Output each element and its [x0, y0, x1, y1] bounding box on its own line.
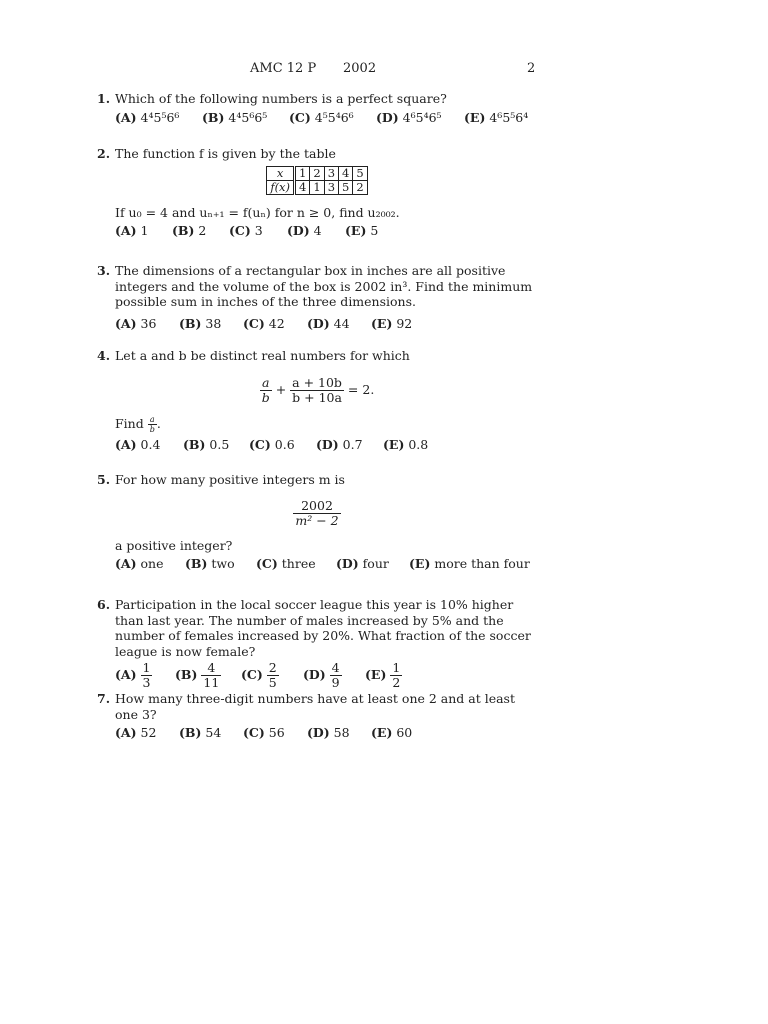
fraction: $\frac{4}{11}$ — [203, 660, 220, 690]
answer-choices — [115, 316, 537, 332]
fraction: $\frac{1}{2}$ — [392, 660, 401, 690]
problem-text: The function f is given by the table — [115, 146, 336, 161]
choice-c: (C) 4⁵5⁴6⁶ — [289, 109, 354, 125]
problem-6 — [97, 597, 537, 690]
choice-b: (B) 0.5 — [183, 436, 230, 452]
choice-a: (A) 36 — [115, 315, 157, 331]
choice-c: (C) 0.6 — [249, 436, 295, 452]
problem-text-2: If u₀ = 4 and uₙ₊₁ = f(uₙ) for n ≥ 0, find u₂₀₀₂. — [115, 204, 400, 220]
choice-d: (D) $\frac{4}{9}$ — [303, 660, 340, 690]
function-table — [266, 166, 367, 195]
equation-rhs: = 2. — [347, 381, 375, 397]
table-cell: 4 — [295, 180, 310, 194]
choice-d: (D) 4 — [287, 223, 322, 238]
choice-d: (D) four — [336, 556, 389, 571]
choice-a: (A) 1 — [115, 223, 149, 238]
choice-b: (B) 54 — [179, 725, 222, 740]
problem-7 — [97, 691, 537, 741]
answer-choices — [115, 725, 537, 741]
choice-e: (E) 4⁶5⁵6⁴ — [464, 109, 529, 125]
table-cell: 4 — [339, 166, 353, 180]
choice-b: (B) $\frac{4}{11}$ — [175, 660, 220, 690]
choice-a: (A) 0.4 — [115, 436, 161, 452]
choice-c: (C) 3 — [229, 223, 263, 238]
table-cell: 3 — [324, 166, 338, 180]
answer-choices — [115, 110, 537, 126]
problem-text-2: a positive integer? — [115, 537, 233, 553]
choice-d: (D) 4⁶5⁴6⁵ — [376, 109, 442, 125]
choice-e: (E) 92 — [371, 315, 413, 331]
choice-d: (D) 0.7 — [316, 436, 363, 452]
problem-5 — [97, 472, 537, 572]
find-line: Find $\frac{a}{b}$ . — [115, 414, 161, 434]
choice-d: (D) 44 — [307, 315, 350, 331]
choice-c: (C) 42 — [243, 315, 285, 331]
fraction: $\frac{4}{9}$ — [331, 660, 340, 690]
choice-b: (B) 4⁴5⁶6⁵ — [202, 109, 268, 125]
table-cell: 3 — [324, 180, 338, 194]
problem-number: 1. — [97, 91, 111, 106]
table-cell: 5 — [353, 166, 367, 180]
header-title: AMC 12 P — [250, 61, 317, 76]
choice-a: (A) $\frac{1}{3}$ — [115, 660, 151, 690]
problem-number: 5. — [97, 472, 111, 487]
fraction: $\frac{1}{3}$ — [142, 660, 151, 690]
table-row — [267, 166, 367, 180]
choice-e: (E) 60 — [371, 725, 413, 740]
problem-number: 6. — [97, 597, 111, 612]
equation — [97, 376, 537, 405]
page-number: 2 — [527, 61, 536, 76]
problem-text: Which of the following numbers is a perfect square? — [115, 91, 447, 106]
equation — [97, 499, 537, 528]
problem-text: Participation in the local soccer league this year is 10% higher than last year. The number of males increased by 5% and the number of females increased by 20%. What fraction of the soccer league is now female? — [115, 597, 531, 659]
table-cell: 2 — [310, 166, 324, 180]
plus-sign: + — [275, 381, 287, 397]
problem-text: The dimensions of a rectangular box in inches are all positive integers and the volume of the box is 2002 in³. Find the minimum possible sum in inches of the three dimensions. — [115, 263, 533, 309]
table-cell: x — [267, 166, 295, 180]
problem-1 — [97, 91, 537, 125]
problem-number: 2. — [97, 146, 111, 161]
answer-choices — [115, 223, 537, 239]
table-row — [267, 180, 367, 194]
problem-3 — [97, 263, 537, 331]
problem-number: 7. — [97, 691, 111, 706]
answer-choices — [115, 556, 537, 572]
fraction: $\frac{2}{5}$ — [268, 660, 277, 690]
table-cell: 1 — [310, 180, 324, 194]
choice-c: (C) 56 — [243, 725, 285, 740]
fraction: $\frac{2002}{\text{m² − 2}}$ — [295, 497, 339, 528]
choice-b: (B) two — [185, 556, 235, 571]
fraction: $\frac{a + 10b}{b + 10a}$ — [292, 374, 342, 405]
choice-b: (B) 2 — [172, 223, 207, 238]
choice-e: (E) 5 — [345, 223, 379, 238]
problem-number: 3. — [97, 263, 111, 278]
problem-text: Let a and b be distinct real numbers for which — [115, 348, 410, 363]
choice-d: (D) 58 — [307, 725, 350, 740]
fraction: $\frac{a}{b}$ — [149, 414, 155, 434]
choice-e: (E) more than four — [409, 556, 530, 571]
fraction: $\frac{a}{b}$ — [261, 374, 270, 405]
choice-a: (A) 52 — [115, 725, 157, 740]
problem-number: 4. — [97, 348, 111, 363]
table-cell: 5 — [339, 180, 353, 194]
problem-2 — [97, 146, 537, 239]
header-year: 2002 — [343, 61, 377, 76]
choice-c: (C) $\frac{2}{5}$ — [241, 660, 277, 690]
choice-e: (E) 0.8 — [383, 436, 429, 452]
choice-c: (C) three — [256, 556, 316, 571]
answer-choices — [115, 661, 537, 690]
problem-text: How many three-digit numbers have at least one 2 and at least one 3? — [115, 691, 515, 722]
table-cell: 2 — [353, 180, 367, 194]
problem-text: For how many positive integers m is — [115, 472, 345, 487]
choice-a: (A) 4⁴5⁵6⁶ — [115, 109, 180, 125]
choice-a: (A) one — [115, 556, 164, 571]
choice-e: (E) $\frac{1}{2}$ — [365, 660, 401, 690]
choice-b: (B) 38 — [179, 315, 222, 331]
answer-choices — [115, 437, 537, 453]
problem-4 — [97, 348, 537, 452]
table-cell: 1 — [295, 166, 310, 180]
table-cell: f(x) — [267, 180, 295, 194]
